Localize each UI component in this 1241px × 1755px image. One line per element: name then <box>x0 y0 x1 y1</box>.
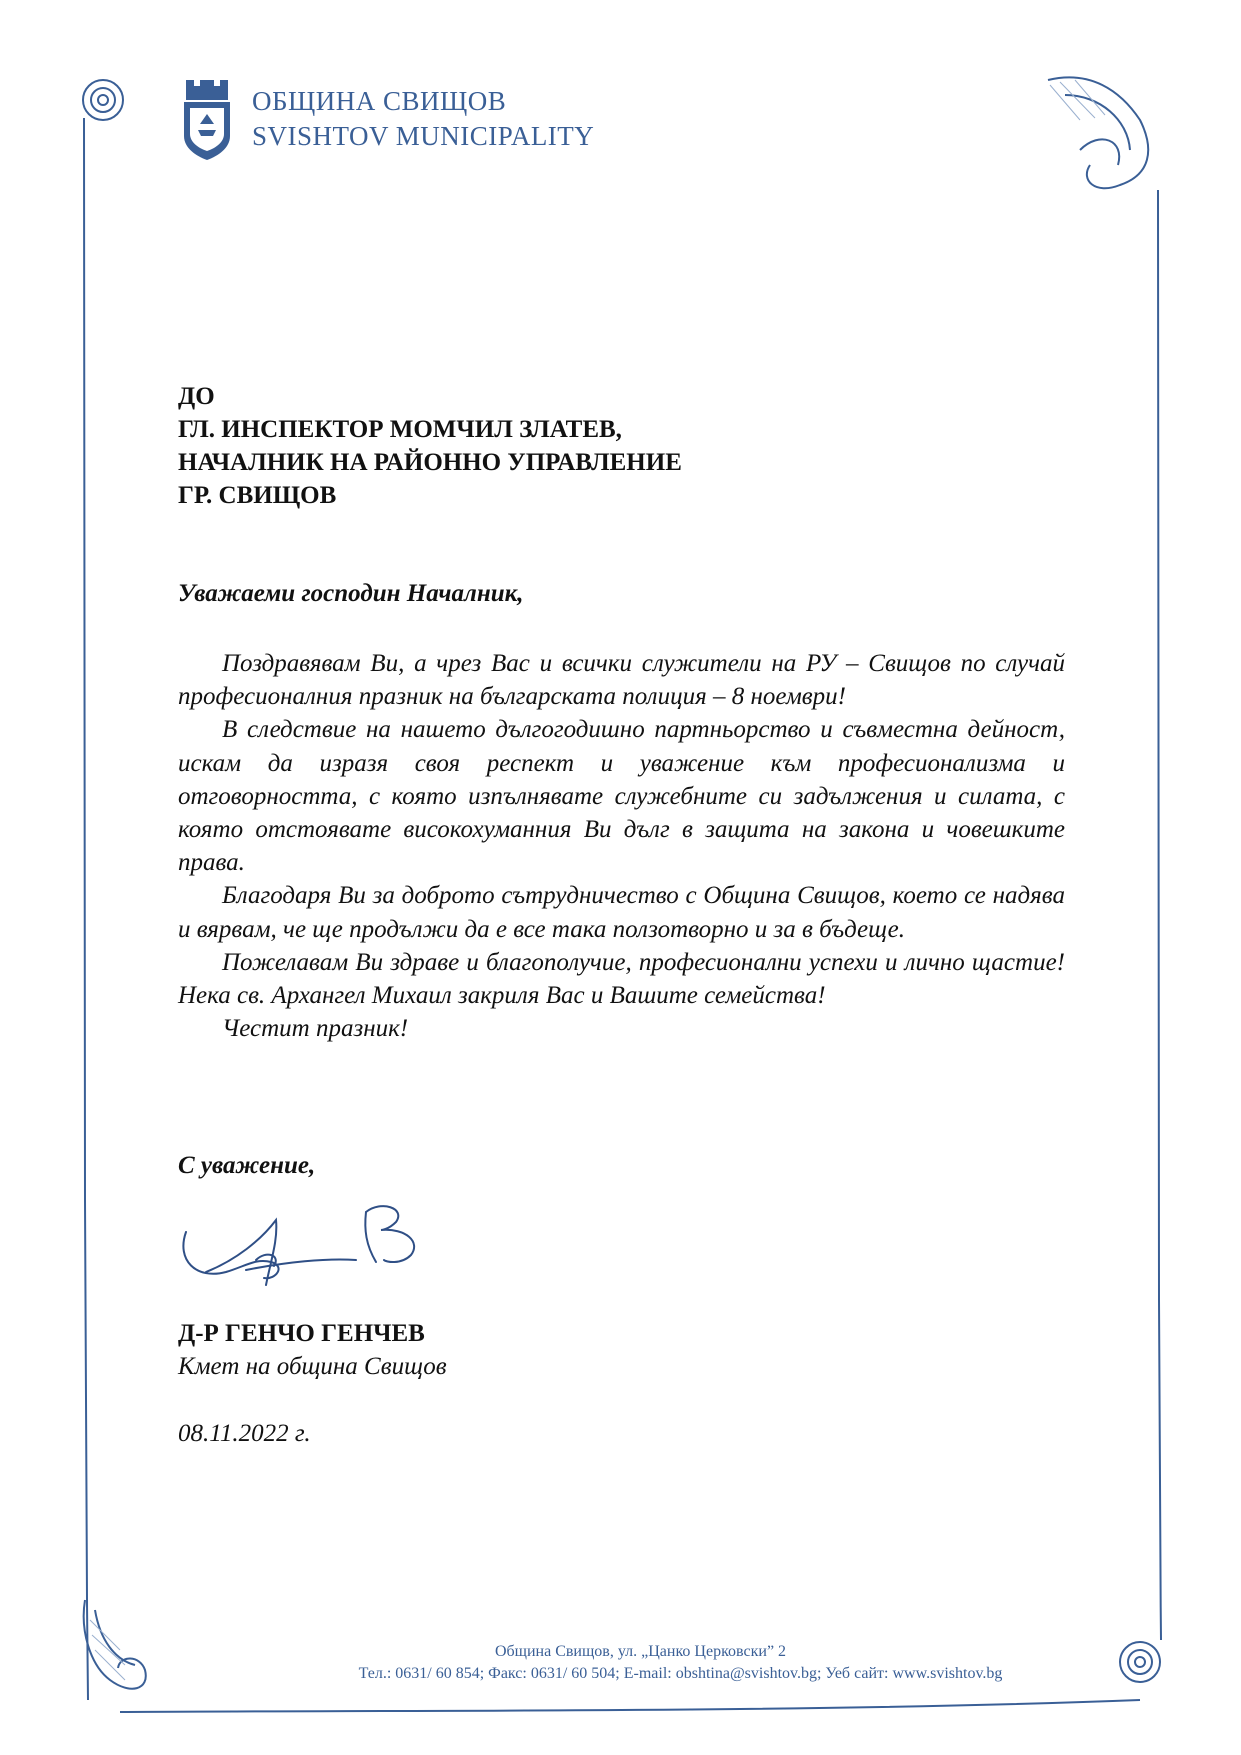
letter-date: 08.11.2022 г. <box>178 1420 311 1447</box>
signer-title: Кмет на община Свищов <box>178 1353 447 1380</box>
recipient-line-3: НАЧАЛНИК НА РАЙОННО УПРАВЛЕНИЕ <box>178 449 682 476</box>
closing: С уважение, <box>178 1152 316 1179</box>
letter-body <box>178 647 1065 1045</box>
org-name-en: SVISHTOV MUNICIPALITY <box>252 121 595 151</box>
signer-name: Д-Р ГЕНЧО ГЕНЧЕВ <box>178 1320 425 1347</box>
paragraph-1: Поздравявам Ви, а чрез Вас и всички служители на РУ – Свищов по случай професионалния празник на българската полиция – 8 ноември! <box>178 650 1065 711</box>
footer <box>0 1641 1241 1685</box>
recipient-line-1: ДО <box>178 383 215 410</box>
recipient-line-2: ГЛ. ИНСПЕКТОР МОМЧИЛ ЗЛАТЕВ, <box>178 416 622 443</box>
greeting: Уважаеми господин Началник, <box>178 580 524 607</box>
municipality-crest-icon <box>180 78 234 160</box>
org-name-bg: ОБЩИНА СВИЩОВ <box>252 86 507 117</box>
paragraph-3: Благодаря Ви за доброто сътрудничество с Община Свищов, което се надява и вярвам, че ще продължи да е все така ползотворно и за в бъдеще. <box>178 882 1065 943</box>
paragraph-2: В следствие на нашето дългогодишно партньорство и съвместна дейност, искам да изразя своя респект и уважение към професионализма и отговорността, с която изпълнявате служебните си задължения и силата, с която отстоявате високохуманния Ви дълг в защита на закона и човешките права. <box>178 716 1065 877</box>
paragraph-4: Пожелавам Ви здраве и благополучие, професионални успехи и лично щастие! Нека св. Архангел Михаил закриля Вас и Вашите семейства! <box>178 948 1065 1010</box>
handwritten-signature <box>176 1200 446 1320</box>
recipient-block <box>178 380 682 512</box>
recipient-line-4: ГР. СВИЩОВ <box>178 482 337 509</box>
paragraph-5: Честит празник! <box>222 1015 409 1043</box>
footer-contacts: Тел.: 0631/ 60 854; Факс: 0631/ 60 504; E-mail: obshtina@svishtov.bg; Уеб сайт: www.svishtov.bg <box>358 1665 1003 1682</box>
footer-address: Община Свищов, ул. „Цанко Церковски” 2 <box>494 1643 787 1660</box>
letterhead <box>180 78 594 160</box>
